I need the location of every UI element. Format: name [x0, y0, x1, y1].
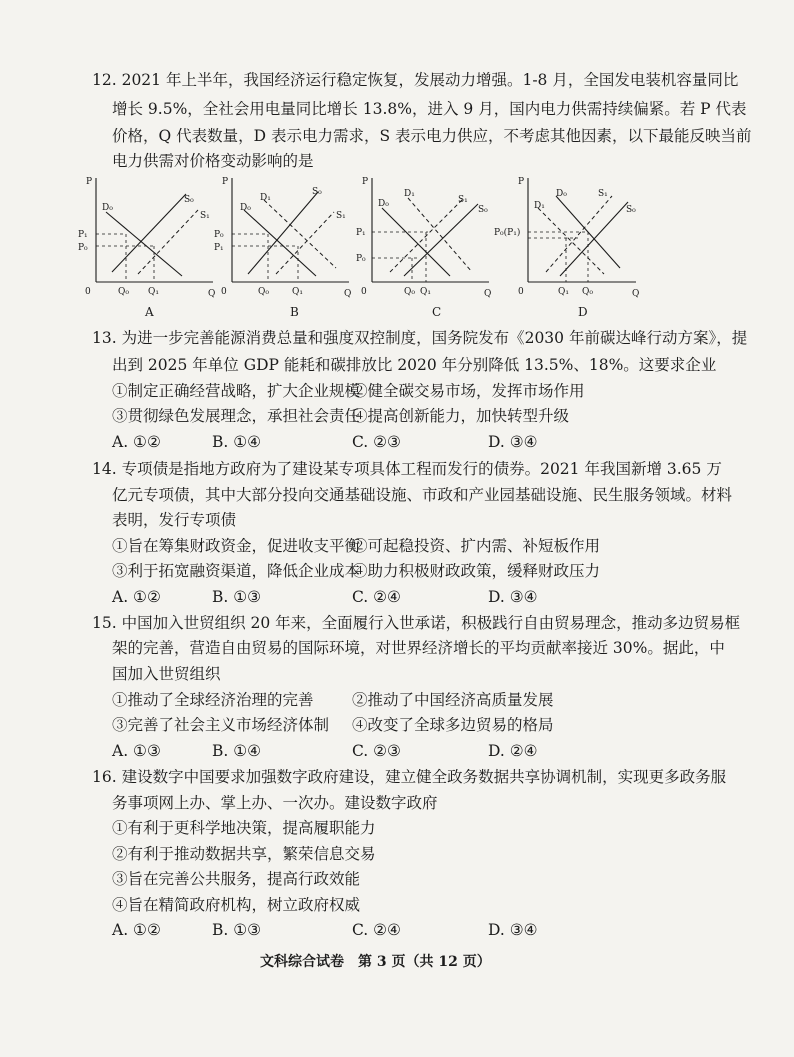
graph-c-tick-p0: P₀ [356, 254, 366, 264]
supply-demand-graph-b [214, 172, 364, 302]
question-15-line-3: 国加入世贸组织 [112, 665, 221, 683]
graph-b-tick-q0: Q₀ [258, 287, 269, 297]
supply-demand-graph-a [78, 172, 228, 302]
question-13-item-2: ②健全碳交易市场，发挥市场作用 [352, 382, 585, 400]
question-14-choice-c[interactable]: C. ②④ [352, 588, 401, 606]
graph-b-q-axis: Q [344, 289, 352, 299]
graph-b-origin: 0 [221, 287, 227, 297]
question-12-line-2: 增长 9.5%，全社会用电量同比增长 13.8%，进入 9 月，国内电力供需持续偏紧。若 P 代表 [112, 100, 747, 118]
question-14-choice-b[interactable]: B. ①③ [212, 588, 262, 606]
question-15-item-1: ①推动了全球经济治理的完善 [112, 691, 314, 709]
graph-c-tick-q0: Q₀ [404, 287, 415, 297]
graph-d-q-axis: Q [632, 289, 640, 299]
question-13-choice-a[interactable]: A. ①② [112, 433, 161, 451]
question-13-choice-d[interactable]: D. ③④ [488, 433, 538, 451]
question-13-item-1: ①制定正确经营战略，扩大企业规模 [112, 382, 361, 400]
graph-c-tick-p1: P₁ [356, 228, 366, 238]
graph-a-tick-q0: Q₀ [118, 287, 129, 297]
graph-c-q-axis: Q [484, 289, 492, 299]
question-16-item-3: ③旨在完善公共服务，提高行政效能 [112, 870, 361, 888]
question-15-choice-a[interactable]: A. ①③ [112, 742, 161, 760]
graph-c-curve-d0: D₀ [378, 199, 389, 209]
graph-a-curve-s0: S₀ [184, 195, 194, 205]
graph-a-p-axis: P [86, 177, 93, 187]
graph-c-tick-q1: Q₁ [420, 287, 431, 297]
question-15-item-4: ④改变了全球多边贸易的格局 [352, 716, 554, 734]
question-14-choice-a[interactable]: A. ①② [112, 588, 161, 606]
question-12-line-1: 12. 2021 年上半年，我国经济运行稳定恢复，发展动力增强。1-8 月，全国发电装机容量同比 [92, 71, 739, 89]
question-13-item-3: ③贯彻绿色发展理念，承担社会责任 [112, 407, 361, 425]
graph-b-curve-d0: D₀ [240, 203, 251, 213]
graph-b-curve-s1: S₁ [336, 211, 346, 221]
supply-demand-graph-c [354, 172, 504, 302]
question-14-item-1: ①旨在筹集财政资金，促进收支平衡 [112, 537, 361, 555]
graph-a-caption: A [145, 305, 154, 319]
graph-b-curve-s0: S₀ [312, 187, 322, 197]
graph-c-p-axis: P [362, 177, 369, 187]
graph-a-tick-q1: Q₁ [148, 287, 159, 297]
question-14-item-3: ③利于拓宽融资渠道，降低企业成本 [112, 562, 361, 580]
question-16-item-1: ①有利于更科学地决策，提高履职能力 [112, 819, 376, 837]
graph-c-caption: C [432, 305, 442, 319]
question-12-line-4: 电力供需对价格变动影响的是 [112, 152, 314, 170]
question-15-choice-b[interactable]: B. ①④ [212, 742, 262, 760]
question-15-choice-c[interactable]: C. ②③ [352, 742, 401, 760]
graph-d-curve-s0: S₀ [626, 205, 636, 215]
question-16-choice-b[interactable]: B. ①③ [212, 921, 262, 939]
question-13-line-1: 13. 为进一步完善能源消费总量和强度双控制度，国务院发布《2030 年前碳达峰行动方案》，提 [92, 329, 748, 347]
graph-a-curve-s1: S₁ [200, 211, 210, 221]
question-14-line-1: 14. 专项债是指地方政府为了建设某专项具体工程而发行的债券。2021 年我国新增 3.65 万 [92, 460, 722, 478]
question-16-choice-a[interactable]: A. ①② [112, 921, 161, 939]
question-15-line-2: 架的完善，营造自由贸易的国际环境，对世界经济增长的平均贡献率接近 30%。据此，中 [112, 639, 725, 657]
graph-d-tick-q1: Q₁ [558, 287, 569, 297]
graph-c-origin: 0 [361, 287, 367, 297]
graph-a-tick-p0: P₀ [78, 243, 88, 253]
question-14-choice-d[interactable]: D. ③④ [488, 588, 538, 606]
question-13-item-4: ④提高创新能力，加快转型升级 [352, 407, 570, 425]
graph-d-tick-q0: Q₀ [582, 287, 593, 297]
graph-d-tick-p0p1: P₀(P₁) [494, 228, 521, 238]
graph-d-caption: D [578, 305, 588, 319]
question-16-item-2: ②有利于推动数据共享，繁荣信息交易 [112, 845, 376, 863]
graph-b-tick-p0: P₀ [214, 230, 224, 240]
question-14-item-4: ④助力积极财政政策，缓释财政压力 [352, 562, 601, 580]
question-16-line-1: 16. 建设数字中国要求加强数字政府建设，建立健全政务数据共享协调机制，实现更多政务服 [92, 768, 727, 786]
question-16-choice-d[interactable]: D. ③④ [488, 921, 538, 939]
graph-d-curve-d0: D₀ [556, 189, 567, 199]
question-15-item-3: ③完善了社会主义市场经济体制 [112, 716, 330, 734]
graph-b-curve-d1: D₁ [260, 193, 271, 203]
graph-b-caption: B [290, 305, 299, 319]
question-13-line-2: 出到 2025 年单位 GDP 能耗和碳排放比 2020 年分别降低 13.5%、18%。这要求企业 [112, 356, 717, 374]
graph-c-curve-s0: S₀ [478, 205, 488, 215]
question-15-line-1: 15. 中国加入世贸组织 20 年来，全面履行入世承诺，积极践行自由贸易理念，推动多边贸易框 [92, 614, 741, 632]
graph-b-p-axis: P [222, 177, 229, 187]
graph-b-tick-p1: P₁ [214, 243, 224, 253]
graph-d-curve-s1: S₁ [598, 189, 608, 199]
question-15-choice-d[interactable]: D. ②④ [488, 742, 538, 760]
graph-a-q-axis: Q [208, 289, 216, 299]
question-16-item-4: ④旨在精简政府机构，树立政府权威 [112, 896, 361, 914]
graph-d-origin: 0 [518, 287, 524, 297]
graph-c-curve-s1: S₁ [458, 195, 468, 205]
question-14-line-3: 表明，发行专项债 [112, 511, 237, 529]
graph-a-tick-p1: P₁ [78, 230, 88, 240]
question-16-choice-c[interactable]: C. ②④ [352, 921, 401, 939]
question-14-item-2: ②可起稳投资、扩内需、补短板作用 [352, 537, 601, 555]
graph-c-curve-d1: D₁ [404, 189, 415, 199]
graph-d-p-axis: P [518, 177, 525, 187]
question-13-choice-b[interactable]: B. ①④ [212, 433, 262, 451]
supply-demand-graph-d [494, 172, 644, 302]
graph-a-curve-d0: D₀ [102, 203, 113, 213]
question-12-line-3: 价格，Q 代表数量，D 表示电力需求，S 表示电力供应，不考虑其他因素，以下最能反映当前 [112, 127, 752, 145]
question-16-line-2: 务事项网上办、掌上办、一次办。建设数字政府 [112, 794, 438, 812]
question-15-item-2: ②推动了中国经济高质量发展 [352, 691, 554, 709]
graph-a-origin: 0 [85, 287, 91, 297]
question-14-line-2: 亿元专项债，其中大部分投向交通基础设施、市政和产业园基础设施、民生服务领域。材料 [112, 486, 733, 504]
question-13-choice-c[interactable]: C. ②③ [352, 433, 401, 451]
graph-b-tick-q1: Q₁ [292, 287, 303, 297]
graph-d-curve-d1: D₁ [534, 201, 545, 211]
page-footer: 文科综合试卷 第 3 页（共 12 页） [260, 954, 491, 970]
